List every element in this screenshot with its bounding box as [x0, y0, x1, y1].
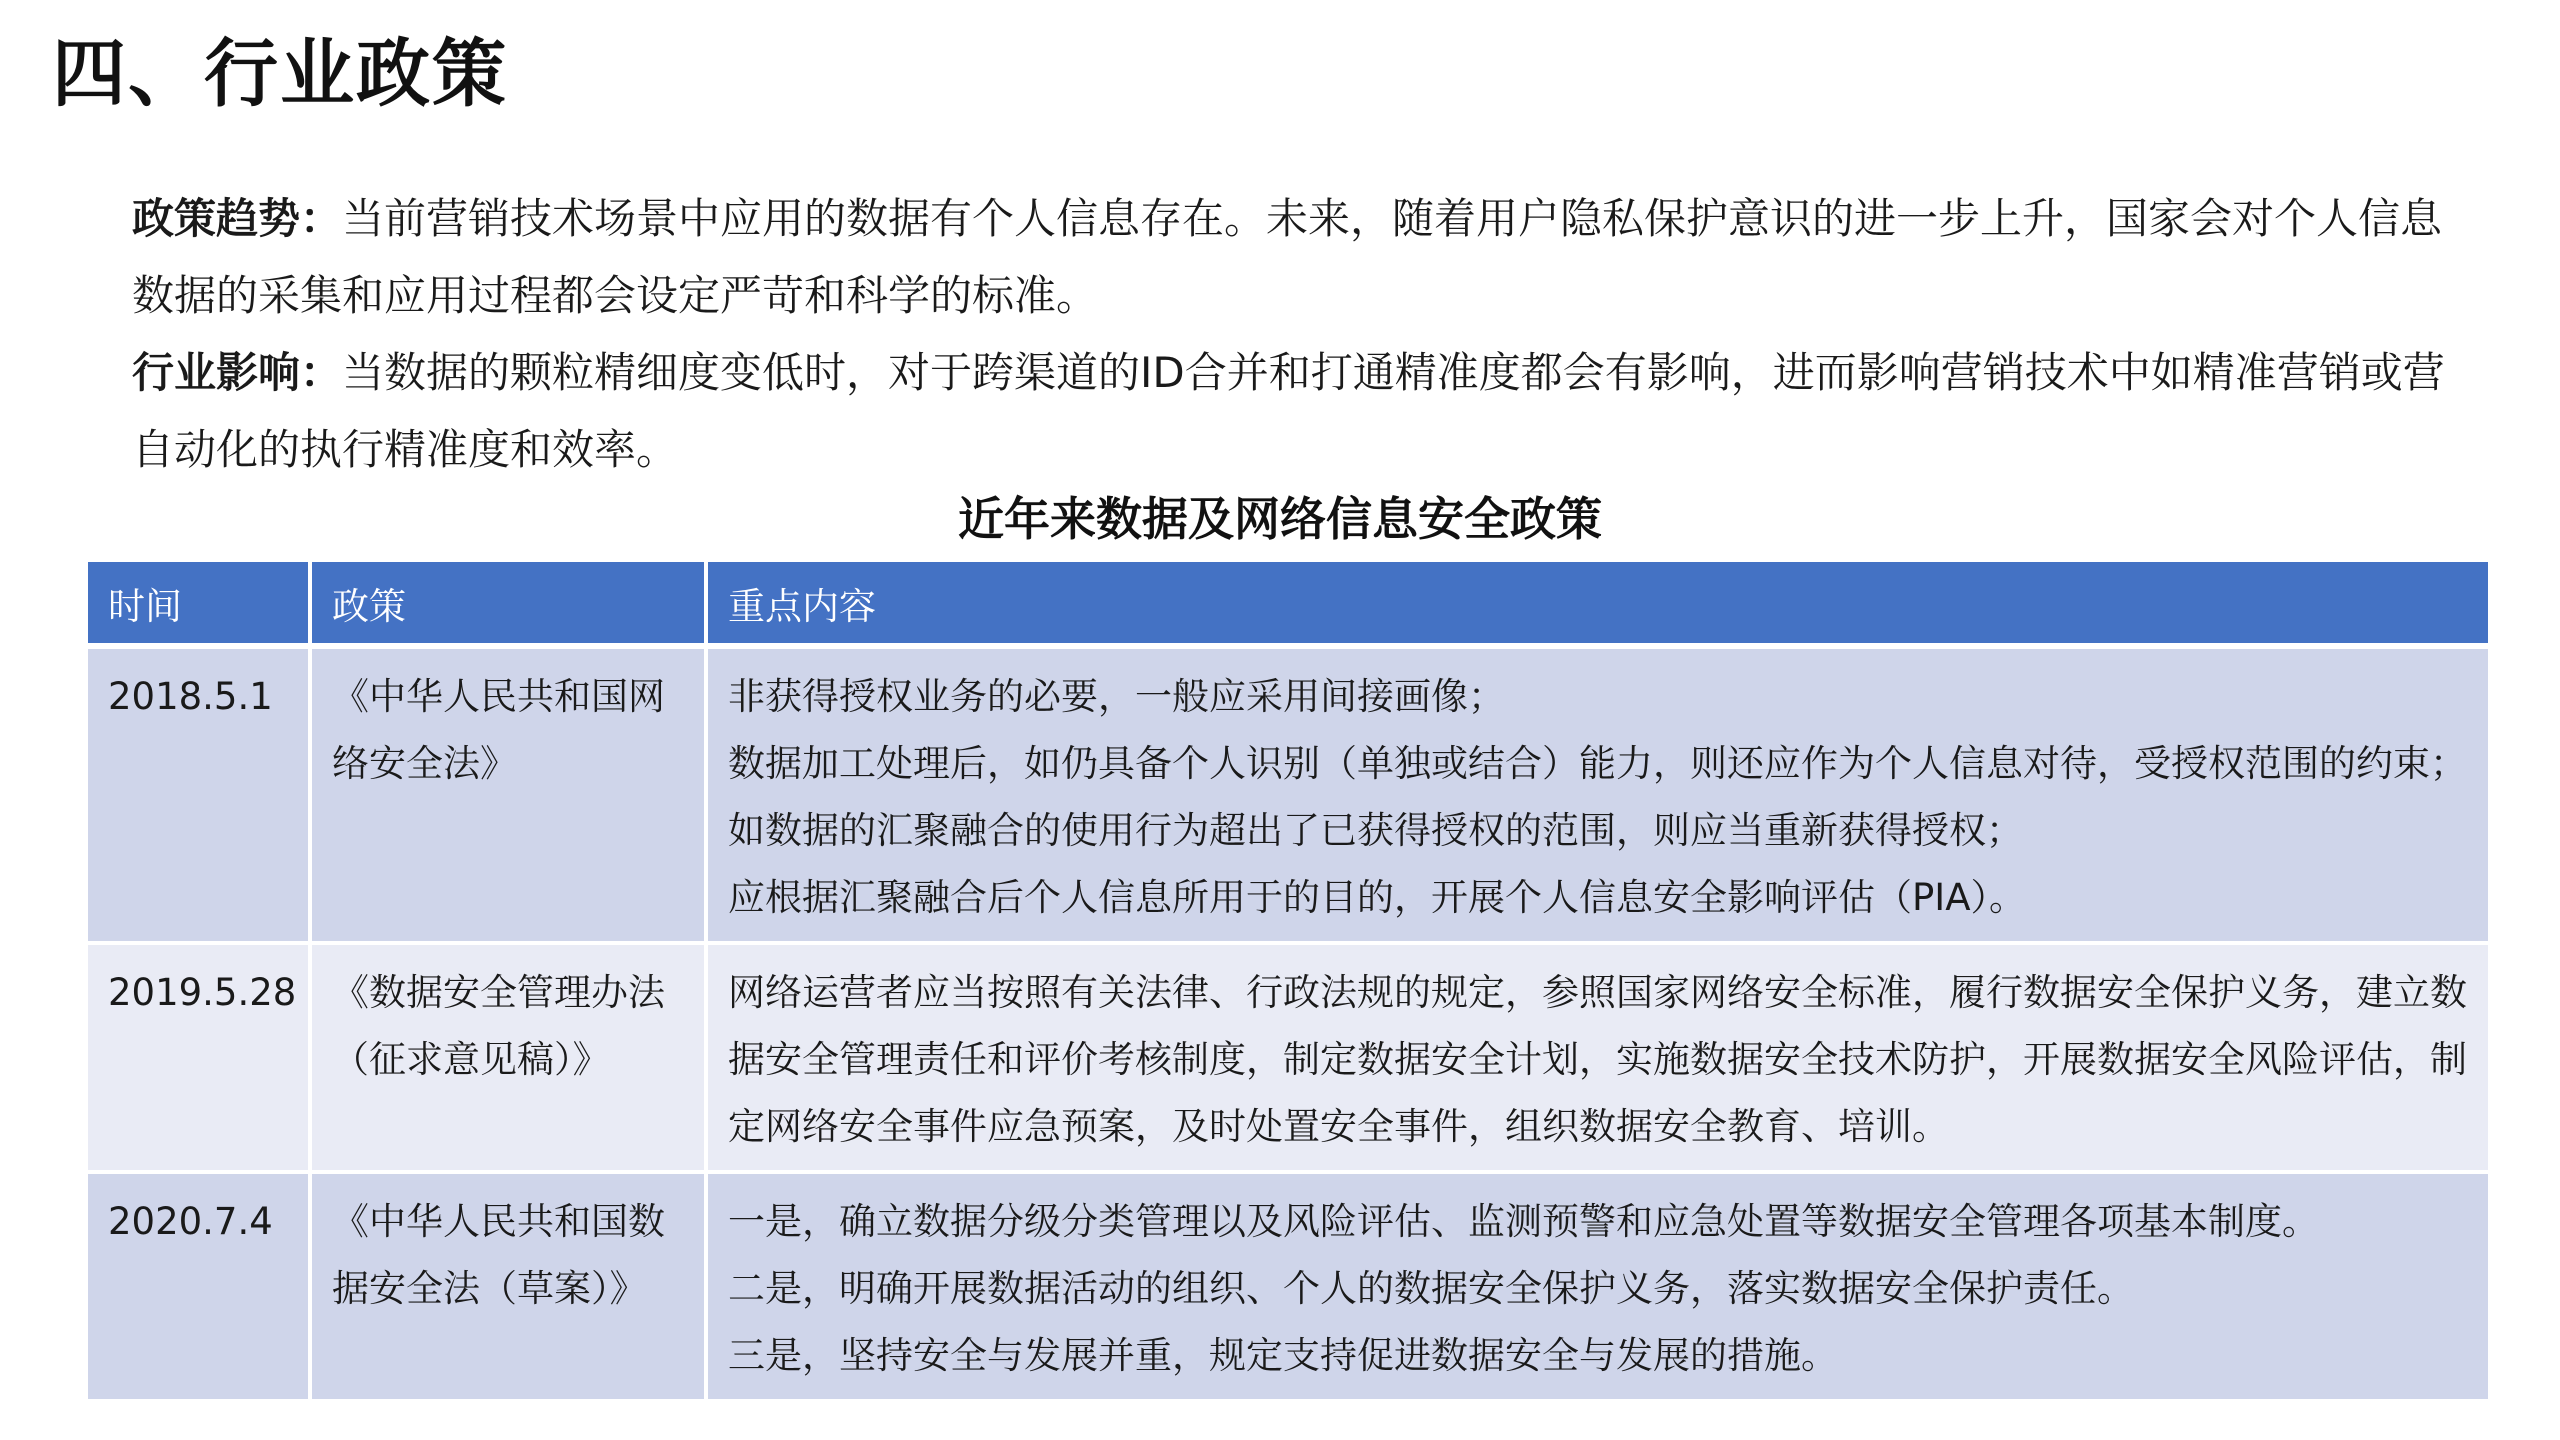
policy-trend-label: 政策趋势： — [132, 194, 343, 243]
row-policy: 《数据安全管理办法（征求意见稿）》 — [310, 943, 706, 1172]
row-policy: 《中华人民共和国网络安全法》 — [310, 646, 706, 943]
content-line: 二是，明确开展数据活动的组织、个人的数据安全保护义务，落实数据安全保护责任。 — [728, 1267, 2134, 1310]
industry-impact-label: 行业影响： — [132, 348, 343, 397]
content-line: 非获得授权业务的必要，一般应采用间接画像； — [728, 675, 1505, 718]
row-date: 2018.5.1 — [88, 646, 310, 943]
table-row — [88, 1172, 2488, 1401]
policy-trend-paragraph — [132, 180, 2452, 334]
content-line: 数据加工处理后，如仍具备个人识别（单独或结合）能力，则还应作为个人信息对待，受授权范围的约束； — [728, 742, 2467, 785]
content-line: 应根据汇聚融合后个人信息所用于的目的，开展个人信息安全影响评估（PIA）。 — [728, 876, 2027, 919]
row-policy: 《中华人民共和国数据安全法（草案）》 — [310, 1172, 706, 1401]
table-row — [88, 646, 2488, 943]
row-content — [706, 1172, 2488, 1401]
intro-section — [132, 180, 2452, 488]
header-time: 时间 — [88, 562, 310, 646]
table-title: 近年来数据及网络信息安全政策 — [958, 492, 1602, 546]
content-line: 如数据的汇聚融合的使用行为超出了已获得授权的范围，则应当重新获得授权； — [728, 809, 2023, 852]
content-paragraph: 网络运营者应当按照有关法律、行政法规的规定，参照国家网络安全标准，履行数据安全保护义务，建立数据安全管理责任和评价考核制度，制定数据安全计划，实施数据安全技术防护，开展数据安全风险评估，制定网络安全事件应急预案，及时处置安全事件，组织数据安全教育、培训。 — [728, 971, 2467, 1148]
row-content — [706, 943, 2488, 1172]
row-date: 2020.7.4 — [88, 1172, 310, 1401]
header-policy: 政策 — [310, 562, 706, 646]
row-date: 2019.5.28 — [88, 943, 310, 1172]
policy-table — [88, 562, 2488, 1403]
row-content — [706, 646, 2488, 943]
industry-impact-paragraph — [132, 334, 2452, 488]
content-line: 三是，坚持安全与发展并重，规定支持促进数据安全与发展的措施。 — [728, 1334, 1838, 1377]
page-title: 四、行业政策 — [52, 31, 508, 117]
policy-trend-text: 当前营销技术场景中应用的数据有个人信息存在。未来，随着用户隐私保护意识的进一步上升，国家会对个人信息数据的采集和应用过程都会设定严苛和科学的标准。 — [132, 194, 2443, 320]
content-line: 一是，确立数据分级分类管理以及风险评估、监测预警和应急处置等数据安全管理各项基本制度。 — [728, 1200, 2319, 1243]
table-header-row — [88, 562, 2488, 646]
industry-impact-text: 当数据的颗粒精细度变低时，对于跨渠道的ID合并和打通精准度都会有影响，进而影响营销技术中如精准营销或营自动化的执行精准度和效率。 — [132, 348, 2445, 474]
table-row — [88, 943, 2488, 1172]
header-key-content: 重点内容 — [706, 562, 2488, 646]
